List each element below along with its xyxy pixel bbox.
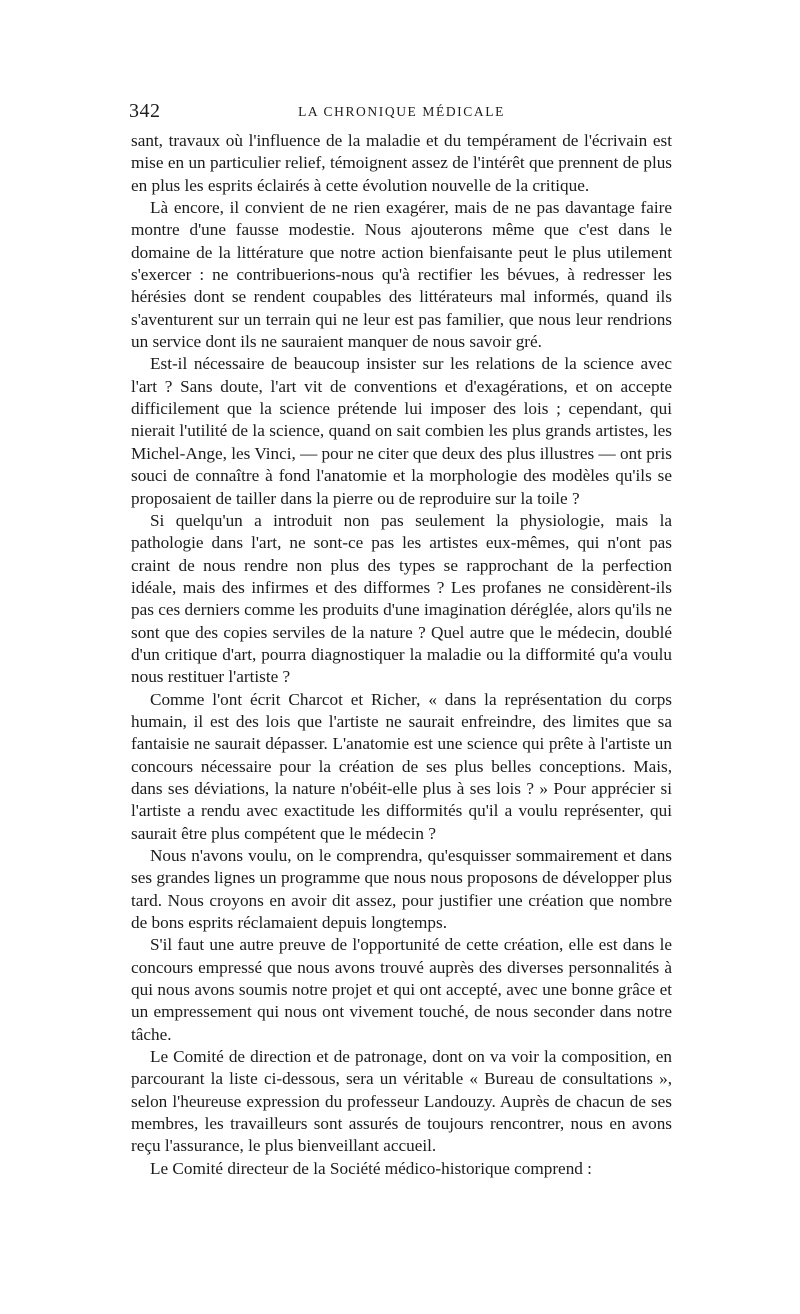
paragraph-8: Le Comité de direction et de patronage, dont on va voir la composition, en parcourant la liste ci-dessous, sera un véritable « Bureau de consultations », selon l'heureuse expression du professeur Landouzy. Auprès de chacun de ses membres, les travailleurs sont assurés de toujours rencontrer, nous en avons reçu l'assurance, le plus bienveillant accueil. [131,1047,672,1156]
body-text [131,130,672,1180]
paragraph-3: Est-il nécessaire de beaucoup insister sur les relations de la science avec l'art ? Sans doute, l'art vit de conventions et d'exagérations, et on accepte difficilement que la science prétende lui imposer des lois ; cependant, qui nierait l'utilité de la science, quand on sait combien les plus grands artistes, les Michel-Ange, les Vinci, — pour ne citer que deux des plus illustres — ont pris souci de connaître à fond l'anatomie et la morphologie des modèles qu'ils se proposaient de tailler dans la pierre ou de reproduire sur la toile ? [131,354,672,508]
page-number: 342 [129,100,161,122]
paragraph-5: Comme l'ont écrit Charcot et Richer, « dans la représentation du corps humain, il est des lois que l'artiste ne saurait enfreindre, des limites que sa fantaisie ne saurait dépasser. L'anatomie est une science qui prête à l'artiste un concours nécessaire pour la création de ses plus belles conceptions. Mais, dans ses déviations, la nature n'obéit-elle plus à ses lois ? » Pour apprécier si l'artiste a rendu avec exactitude les difformités qu'il a voulu représenter, qui saurait être plus compétent que le médecin ? [131,689,672,843]
paragraph-6: Nous n'avons voulu, on le comprendra, qu'esquisser sommairement et dans ses grandes lignes un programme que nous nous proposons de développer plus tard. Nous croyons en avoir dit assez, pour justifier une création que nombre de bons esprits réclamaient depuis longtemps. [131,846,672,933]
page-header [131,100,672,130]
paragraph-9: Le Comité directeur de la Société médico-historique comprend : [150,1158,592,1178]
paragraph-2: Là encore, il convient de ne rien exagérer, mais de ne pas davantage faire montre d'une fausse modestie. Nous ajouterons même que c'est dans le domaine de la littérature que notre action bienfaisante peut le plus utilement s'exercer : ne contribuerions-nous qu'à rectifier les bévues, à redresser les hérésies dont se rendent coupables des littérateurs mal informés, quand ils s'aventurent sur un terrain qui ne leur est pas familier, que nous leur rendrions un service dont ils ne sauraient manquer de nous savoir gré. [131,198,672,352]
book-page [131,100,672,1180]
paragraph-7: S'il faut une autre preuve de l'opportunité de cette création, elle est dans le concours empressé que nous avons trouvé auprès des diverses personnalités à qui nous avons soumis notre projet et qui ont accepté, avec une bonne grâce et un empressement qui nous ont vivement touché, de nous seconder dans notre tâche. [131,935,672,1044]
paragraph-1: sant, travaux où l'influence de la maladie et du tempérament de l'écrivain est mise en un particulier relief, témoignent assez de l'intérêt que prennent de plus en plus les esprits éclairés à cette évolution nouvelle de la critique. [131,131,672,195]
running-title: LA CHRONIQUE MÉDICALE [298,104,505,119]
paragraph-4: Si quelqu'un a introduit non pas seulement la physiologie, mais la pathologie dans l'art, ne sont-ce pas les artistes eux-mêmes, qui n'ont pas craint de nous rendre non plus des types se rapprochant de la perfection idéale, mais des infirmes et des difformes ? Les profanes ne considèrent-ils pas ces derniers comme les produits d'une imagination déréglée, alors qu'ils ne sont que des copies serviles de la nature ? Quel autre que le médecin, doublé d'un critique d'art, pourra diagnostiquer la maladie ou la difformité qu'a voulu nous restituer l'artiste ? [131,510,672,687]
